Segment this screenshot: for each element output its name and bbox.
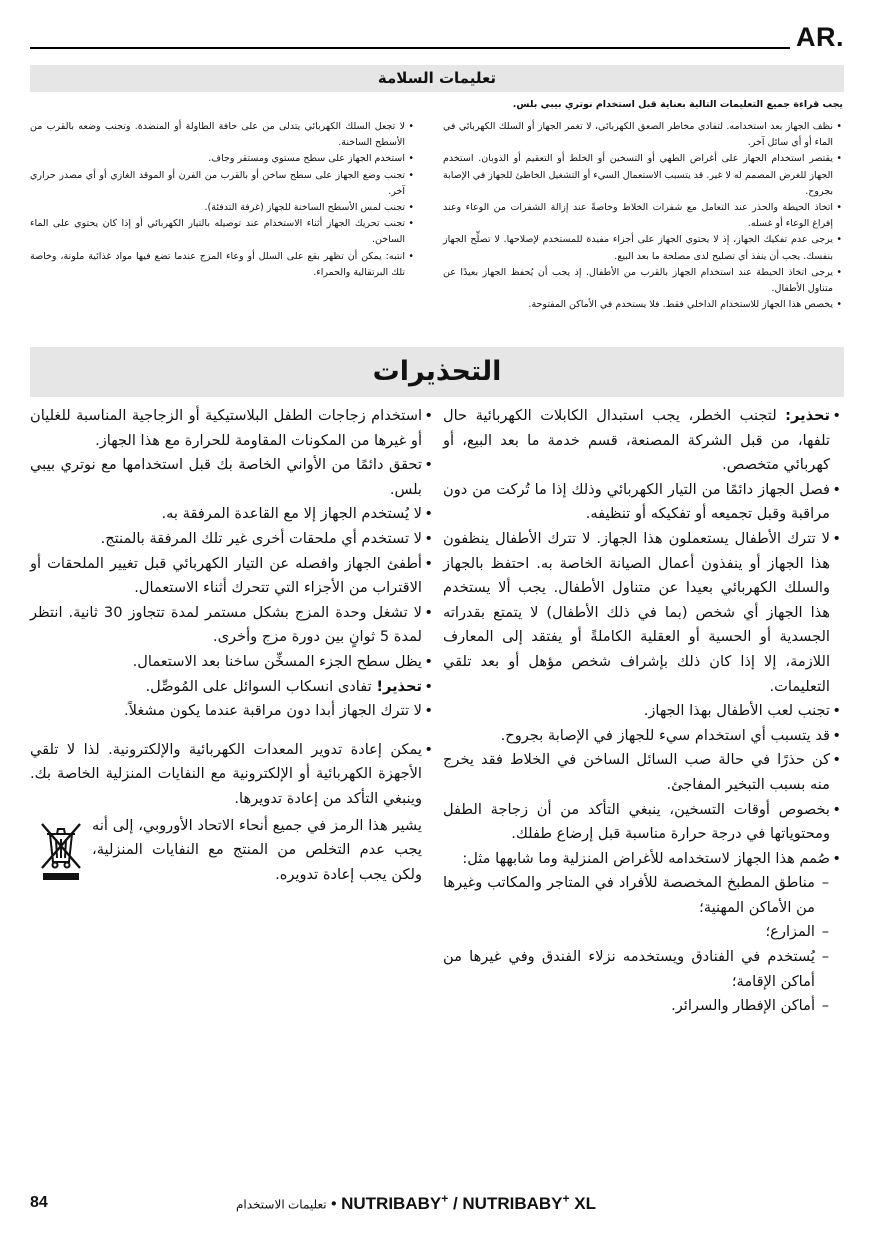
list-item: • يرجى اتخاذ الحيطة عند استخدام الجهاز بالقرب من الأطفال. إذ يجب أن يُحفظ الجهاز بعيدًا عن متناول الأطفال. [443,265,833,297]
list-item: • تجنب لمس الأسطح الساخنة للجهاز (غرفة التدفئة). [30,200,405,216]
safety-right-column [443,119,843,313]
list-item: • يقتصر استخدام الجهاز على أغراض الطهي أو التسخين أو الخلط أو التعقيم أو الذوبان. استخدم الجهاز للغرض المصمم له لا غير. قد يتسبب الاستعمال السيء أو التشغيل الخاطئ للجهاز في الإصابة بجروح. [443,151,833,200]
sub-list-item: – يُستخدم في الفنادق ويستخدمه نزلاء الفندق وفي غيرها من أماكن الإقامة؛ [443,945,815,994]
footer-manual-label: تعليمات الاستخدام [236,1197,327,1212]
list-item: • قد يتسبب أي استخدام سيء للجهاز في الإصابة بجروح. [443,724,830,749]
footer-separator: • [326,1195,342,1213]
language-code: AR. [796,22,844,52]
warning-text: تفادى انسكاب السوائل على المُوصِّل. [145,677,377,695]
crossed-bin-icon [39,820,83,880]
warnings-title: التحذيرات [30,347,844,397]
footer-product [341,1191,596,1213]
warning-text: لتجنب الخطر، يجب استبدال الكابلات الكهربائية حال تلفها، من قبل الشركة المصنعة، قسم خدمة ما بعد البيع، أو كهربائي متخصص. [443,407,830,474]
sub-list-item: – مناطق المطبخ المخصصة للأفراد في المتاجر والمكاتب وغيرها من الأماكن المهنية؛ [443,871,815,920]
safety-left-column [30,119,415,281]
list-item [443,404,830,478]
list-item: • اتخاذ الحيطة والحذر عند التعامل مع شفرات الخلاط وخاصةً عند إزالة الشفرات من الوعاء وعند إفراغ الوعاء أو غسله. [443,200,833,232]
list-item: • لا تجعل السلك الكهربائي يتدلى من على حافة الطاولة أو المنضدة. وتجنب وضعه بالقرب من الأسطح الساخنة. [30,119,405,151]
list-item: • لا يُستخدم الجهاز إلا مع القاعدة المرفقة به. [30,502,422,527]
header-rule [30,47,790,49]
list-item: • انتبه: يمكن أن تظهر بقع على السلل أو وعاء المزج عندما تضع فيها مواد غذائية ملونة، وخاصة تلك البرتقالية والحمراء. [30,249,405,281]
recycling-note: • يمكن إعادة تدوير المعدات الكهربائية والإلكترونية. لذا لا تلقي الأجهزة الكهربائية أو الإلكترونية مع النفايات المنزلية الخاصة بك. وينبغي التأكد من إعادة تدويرها. [30,738,422,812]
list-item: • تجنب لعب الأطفال بهذا الجهاز. [443,699,830,724]
warning-label: تحذير: [785,407,830,424]
list-item: • تجنب تحريك الجهاز أثناء الاستخدام عند توصيله بالتيار الكهربائي أو إذا كان يحتوي على الماء الساخن. [30,216,405,248]
footer-title [236,1191,596,1214]
safety-title: تعليمات السلامة [30,65,844,92]
product-name: / NUTRIBABY [448,1193,563,1213]
list-item: • استخدم الجهاز على سطح مستوي ومستقر وجاف. [30,151,405,167]
list-item: • يظل سطح الجزء المسخِّن ساخنا بعد الاستعمال. [30,650,422,675]
warnings-left-column [30,404,435,886]
list-item: • كن حذرًا في حالة صب السائل الساخن في الخلاط فقد يخرج منه بسبب التبخير المفاجئ. [443,748,830,797]
weee-notice [30,814,422,886]
list-item: • لا تشغل وحدة المزج بشكل مستمر لمدة تتجاوز 30 ثانية. انتظر لمدة 5 ثوانٍ بين دورة مزج وأخرى. [30,601,422,650]
list-item: • نظف الجهاز بعد استخدامه. لتفادي مخاطر الصعق الكهربائي، لا تغمر الجهاز أو السلك الكهربائي في الماء أو أي سائل آخر. [443,119,833,151]
warnings-right-column [443,404,843,1019]
list-item [30,675,422,700]
weee-text: يشير هذا الرمز في جميع أنحاء الاتحاد الأوروبي، إلى أنه يجب عدم التخلص من المنتج مع النفايات المنزلية، ولكن يجب إعادة تدويره. [92,816,422,883]
list-item: • تجنب وضع الجهاز على سطح ساخن أو بالقرب من الفرن أو الموقد الغازي أو أي مصدر حراري آخر. [30,168,405,200]
list-item: • بخصوص أوقات التسخين، ينبغي التأكد من أن زجاجة الطفل ومحتوياتها في درجة حرارة مناسبة قبل إرضاع طفلك. [443,798,830,847]
list-item: • يخصص هذا الجهاز للاستخدام الداخلي فقط. فلا يستخدم في الأماكن المفتوحة. [443,297,833,313]
list-item: • لا تستخدم أي ملحقات أخرى غير تلك المرفقة بالمنتج. [30,527,422,552]
product-suffix: XL [569,1193,596,1213]
list-item: • لا تترك الأطفال يستعملون هذا الجهاز. لا تترك الأطفال ينظفون هذا الجهاز أو ينفذون أعمال الصيانة الخاصة به. احتفظ بالجهاز والسلك الكهربائي بعيدا عن متناول الأطفال. يجب ألا يستخدم هذا الجهاز أي شخص (بما في ذلك الأطفال) لا يتمتع بقدراته الجسدية أو الحسية أو العقلية الكاملةً أو يفتقد إلى المعارف اللازمة، إلا إذا كان ذلك بإشراف شخص مؤهل أو بعد تلقي التعليمات. [443,527,830,699]
list-item: • صُمم هذا الجهاز لاستخدامه للأغراض المنزلية وما شابهها مثل: [443,847,830,872]
product-name: NUTRIBABY [341,1193,442,1213]
list-item: • استخدام زجاجات الطفل البلاستيكية أو الزجاجية المناسبة للغليان أو غيرها من المكونات المقاومة للحرارة مع هذا الجهاز. [30,404,422,453]
sub-list-item: – أماكن الإفطار والسرائر. [443,994,815,1019]
warning-label: تحذير! [376,677,422,695]
list-item: • أطفئ الجهاز وافصله عن التيار الكهربائي قبل تغيير الملحقات أو الاقتراب من الأجزاء التي تتحرك أثناء الاستعمال. [30,552,422,601]
list-item: • تحقق دائمًا من الأواني الخاصة بك قبل استخدامها مع نوتري بيبي بلس. [30,453,422,502]
list-item: • لا تترك الجهاز أبدا دون مراقبة عندما يكون مشغلاً. [30,699,422,724]
list-item: • يرجى عدم تفكيك الجهاز، إذ لا يحتوي الجهاز على أجزاء مفيدة للمستخدم لإصلاحها. لا تصلِّح الجهاز بنفسك. يجب أن ينفذ أي تصليح لدى مصلحة ما بعد البيع. [443,232,833,264]
safety-intro: يجب قراءة جميع التعليمات التالية بعناية قبل استخدام نوتري بيبي بلس. [512,99,843,110]
list-item: • فصل الجهاز دائمًا من التيار الكهربائي وذلك إذا ما تُركت من دون مراقبة وقبل تجميعه أو تفكيكه أو تنظيفه. [443,478,830,527]
page-number: 84 [30,1194,48,1211]
product-sup: + [441,1191,449,1205]
product-sup: + [562,1191,570,1205]
sub-list-item: – المزارع؛ [443,920,815,945]
